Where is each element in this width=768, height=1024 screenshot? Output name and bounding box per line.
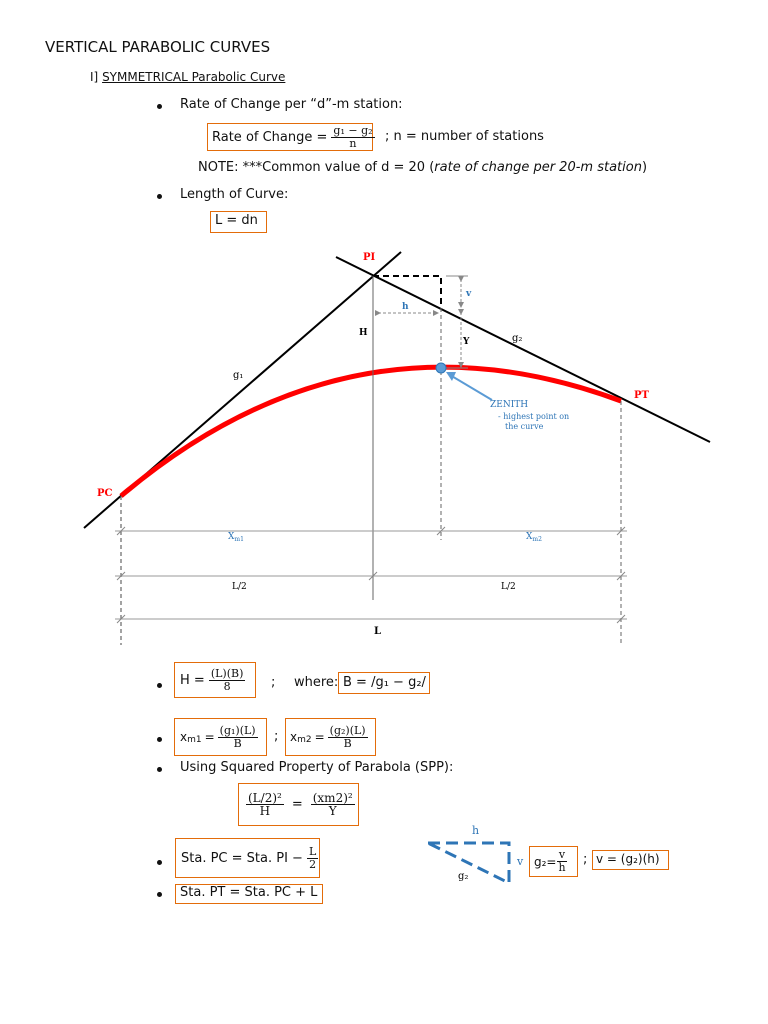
h-fraction — [209, 668, 246, 693]
note-suffix: ) — [641, 160, 648, 175]
g2-label: g₂ — [512, 333, 523, 344]
bullet-dot — [157, 767, 162, 772]
g1-label: g₁ — [233, 370, 244, 381]
where-sep: ; — [271, 675, 276, 690]
xm1-label: $X_{m1}$ — [228, 532, 244, 543]
xm1-fraction — [218, 725, 258, 750]
bullet-dot — [157, 892, 162, 897]
pt-label: PT — [634, 390, 649, 401]
bullet-dot — [157, 860, 162, 865]
bullet-dot — [157, 683, 162, 688]
spp-formula — [246, 783, 355, 826]
xm2-formula — [290, 718, 368, 756]
slope-triangle — [428, 843, 509, 883]
length-formula: L = dn — [215, 213, 258, 228]
xm2-numerator: (g₂)(L) — [329, 723, 366, 737]
xm1-sub: m1 — [187, 735, 202, 745]
v-label: v — [466, 289, 472, 299]
sta-pc-label: Sta. PC = Sta. PI − — [181, 850, 303, 866]
section-prefix: I] — [90, 70, 99, 84]
rate-formula-label: Rate of Change = — [212, 129, 328, 145]
xm2-var: x — [290, 730, 298, 744]
xm2-eq: = — [314, 730, 325, 744]
xm1-var: x — [180, 730, 188, 744]
zenith-desc2: the curve — [505, 422, 544, 431]
zenith-arrow — [450, 375, 492, 400]
xm-sep: ; — [274, 729, 279, 744]
xm2-label: $X_{m2}$ — [526, 532, 542, 543]
sta-pc-formula — [181, 838, 318, 878]
triangle-g2-label: g₂ — [458, 871, 469, 882]
rate-suffix: ; n = number of stations — [385, 129, 544, 144]
rate-numerator: g₁ − g₂ — [333, 123, 373, 137]
zenith-desc1: - highest point on — [498, 412, 570, 421]
h-numerator: (L)(B) — [210, 666, 244, 680]
xm1-denominator: B — [233, 736, 242, 750]
zenith-point — [436, 363, 446, 373]
pc-label: PC — [97, 488, 113, 499]
b-definition: B = /g₁ − g₂/ — [343, 675, 426, 690]
bullet-dot — [157, 737, 162, 742]
spp-right-denominator: Y — [328, 804, 337, 818]
g2-formula — [534, 846, 568, 877]
h-formula-label: H = — [180, 672, 205, 688]
y-label: Y — [463, 337, 470, 347]
page-title: VERTICAL PARABOLIC CURVES — [45, 38, 271, 56]
spp-left-denominator: H — [259, 804, 271, 818]
zenith-label: ZENITH — [490, 400, 529, 410]
h-formula — [180, 662, 245, 698]
rate-bullet-label: Rate of Change per “d”-m station: — [180, 97, 403, 112]
g2-formula-label: g₂= — [534, 854, 557, 869]
half-left-label: L/2 — [232, 582, 247, 592]
g2-numerator: v — [558, 848, 566, 861]
spp-right-numerator: (xm2)² — [312, 791, 353, 805]
h-denominator: 8 — [223, 679, 231, 693]
h-label-big: H — [359, 328, 368, 338]
xm2-fraction — [328, 725, 368, 750]
pi-label: PI — [363, 252, 376, 263]
spp-right-fraction — [311, 792, 355, 817]
half-right-label: L/2 — [501, 582, 516, 592]
where-label: where: — [294, 675, 339, 690]
g2-sep: ; — [583, 852, 588, 867]
section-title: SYMMETRICAL Parabolic Curve — [102, 70, 286, 84]
xm1-eq: = — [204, 730, 215, 744]
xm2-sub: m2 — [297, 735, 312, 745]
length-bullet-label: Length of Curve: — [180, 187, 289, 202]
spp-label: Using Squared Property of Parabola (SPP): — [180, 760, 454, 775]
sta-pc-numerator: L — [308, 844, 317, 858]
g2-fraction — [556, 849, 567, 874]
sta-pc-denominator: 2 — [309, 857, 317, 871]
v-formula: v = (g₂)(h) — [596, 852, 660, 866]
dimension-ticks — [117, 527, 625, 623]
xm1-formula — [180, 718, 258, 756]
xm2-denominator: B — [343, 736, 352, 750]
l-label: L — [374, 626, 382, 637]
note-italic: rate of change per 20-m station — [434, 160, 642, 175]
sta-pc-fraction — [307, 846, 318, 871]
g2-denominator: h — [558, 861, 566, 874]
note-prefix: NOTE: ***Common value of d = 20 ( — [198, 160, 435, 175]
rate-denominator: n — [349, 136, 357, 150]
spp-left-fraction — [246, 792, 284, 817]
spp-eq: = — [291, 797, 303, 812]
h-label: h — [402, 302, 409, 312]
xm1-numerator: (g₁)(L) — [219, 723, 256, 737]
sta-pt-formula: Sta. PT = Sta. PC + L — [180, 885, 318, 900]
spp-left-numerator: (L/2)² — [248, 791, 282, 805]
triangle-h-label: h — [472, 824, 480, 837]
zenith-arrowhead — [446, 372, 456, 381]
triangle-v-label: v — [517, 855, 524, 868]
